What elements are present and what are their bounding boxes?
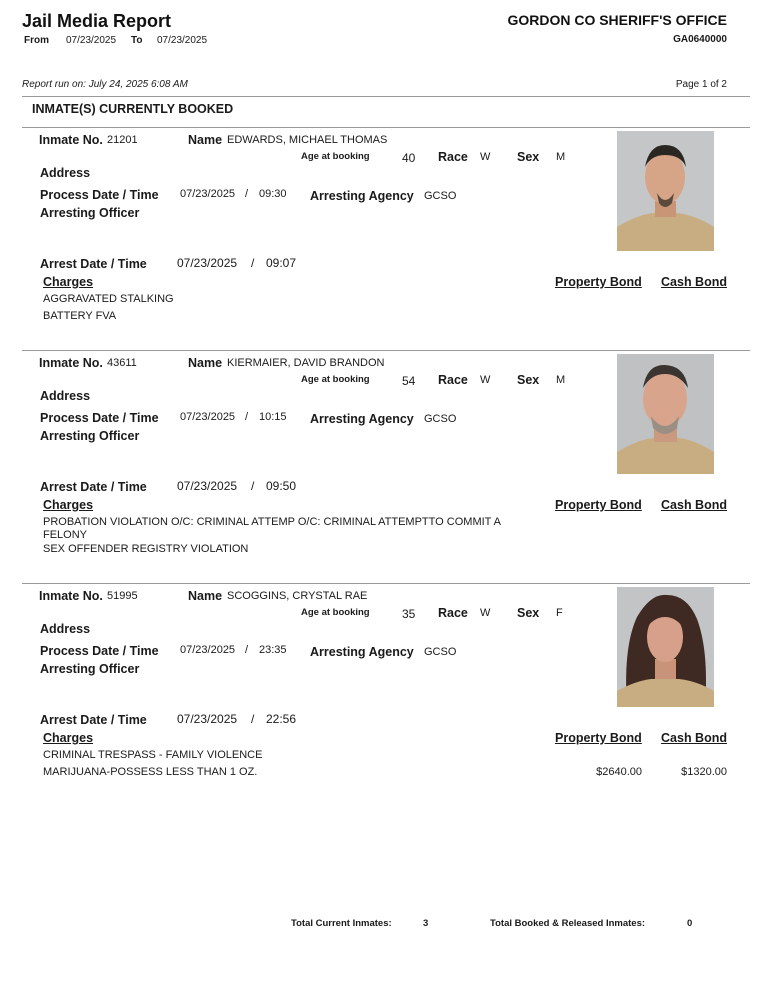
name-label: Name xyxy=(188,589,223,603)
arrest-date: 07/23/2025 xyxy=(177,256,238,270)
arrest-label: Arrest Date / Time xyxy=(40,257,147,271)
charge-item: AGGRAVATED STALKING xyxy=(43,293,174,305)
process-time: 23:35 xyxy=(259,644,287,656)
total-released-value: 0 xyxy=(687,918,693,929)
mugshot-photo xyxy=(617,354,714,474)
address-label: Address xyxy=(40,166,91,180)
inmate-no-label: Inmate No. xyxy=(39,589,103,603)
arresting-agency: GCSO xyxy=(424,413,457,425)
arrest-slash: / xyxy=(251,256,255,270)
cash-bond-label: Cash Bond xyxy=(661,498,727,512)
process-date: 07/23/2025 xyxy=(180,188,236,200)
charges-label: Charges xyxy=(43,731,94,745)
agency-name: GORDON CO SHERIFF'S OFFICE xyxy=(507,12,727,28)
process-label: Process Date / Time xyxy=(40,644,159,658)
age-label: Age at booking xyxy=(301,151,370,162)
arresting-agency-label: Arresting Agency xyxy=(310,645,414,659)
property-bond-label: Property Bond xyxy=(555,731,642,745)
report-title: Jail Media Report xyxy=(22,11,172,31)
arresting-agency-label: Arresting Agency xyxy=(310,189,414,203)
to-date: 07/23/2025 xyxy=(157,35,208,46)
inmate-name: EDWARDS, MICHAEL THOMAS xyxy=(227,134,388,146)
age-label: Age at booking xyxy=(301,607,370,618)
charge-item: PROBATION VIOLATION O/C: CRIMINAL ATTEMP O/C: CRIMINAL ATTEMPTTO COMMIT A xyxy=(43,516,501,528)
process-date: 07/23/2025 xyxy=(180,644,236,656)
process-date: 07/23/2025 xyxy=(180,411,236,423)
section-divider xyxy=(22,127,750,128)
age-value: 54 xyxy=(402,374,416,388)
age-label: Age at booking xyxy=(301,374,370,385)
cash-bond-label: Cash Bond xyxy=(661,275,727,289)
charges-label: Charges xyxy=(43,275,94,289)
arresting-officer-label: Arresting Officer xyxy=(40,206,140,220)
arrest-slash: / xyxy=(251,712,255,726)
charges-label: Charges xyxy=(43,498,94,512)
to-label: To xyxy=(131,35,143,46)
inmate-no: 21201 xyxy=(107,134,138,146)
arrest-date: 07/23/2025 xyxy=(177,712,238,726)
inmate-no: 51995 xyxy=(107,590,138,602)
race-value: W xyxy=(480,151,491,163)
age-value: 35 xyxy=(402,607,416,621)
charge-item: MARIJUANA-POSSESS LESS THAN 1 OZ. xyxy=(43,766,258,778)
charge-item: CRIMINAL TRESPASS - FAMILY VIOLENCE xyxy=(43,749,263,761)
property-bond-label: Property Bond xyxy=(555,498,642,512)
inmate-no-label: Inmate No. xyxy=(39,356,103,370)
arresting-officer-label: Arresting Officer xyxy=(40,429,140,443)
process-label: Process Date / Time xyxy=(40,188,159,202)
total-current-label: Total Current Inmates: xyxy=(291,918,392,929)
arrest-label: Arrest Date / Time xyxy=(40,713,147,727)
page-number: Page 1 of 2 xyxy=(675,79,727,90)
name-label: Name xyxy=(188,133,223,147)
arresting-officer-label: Arresting Officer xyxy=(40,662,140,676)
total-released-label: Total Booked & Released Inmates: xyxy=(490,918,646,929)
sex-label: Sex xyxy=(517,606,540,620)
arrest-time: 09:07 xyxy=(266,256,297,270)
charge-item: BATTERY FVA xyxy=(43,310,117,322)
race-value: W xyxy=(480,374,491,386)
mugshot-photo xyxy=(617,131,714,251)
sex-label: Sex xyxy=(517,373,540,387)
process-time: 09:30 xyxy=(259,188,287,200)
race-value: W xyxy=(480,607,491,619)
race-label: Race xyxy=(438,373,468,387)
property-bond-label: Property Bond xyxy=(555,275,642,289)
from-label: From xyxy=(24,35,49,46)
header-divider xyxy=(22,96,750,97)
charge-item: FELONY xyxy=(43,529,88,541)
arresting-agency: GCSO xyxy=(424,646,457,658)
inmate-no: 43611 xyxy=(107,357,137,369)
sex-value: F xyxy=(556,607,563,619)
agency-id: GA0640000 xyxy=(673,34,727,45)
report-run-on: Report run on: July 24, 2025 6:08 AM xyxy=(22,79,188,90)
inmate-name: KIERMAIER, DAVID BRANDON xyxy=(227,357,385,369)
process-slash: / xyxy=(245,411,249,423)
section-title: INMATE(S) CURRENTLY BOOKED xyxy=(32,102,234,116)
sex-label: Sex xyxy=(517,150,540,164)
sex-value: M xyxy=(556,151,566,163)
sex-value: M xyxy=(556,374,566,386)
record-divider xyxy=(22,583,750,584)
inmate-name: SCOGGINS, CRYSTAL RAE xyxy=(227,590,368,602)
mugshot-photo xyxy=(617,587,714,707)
process-slash: / xyxy=(245,644,249,656)
cash-bond-label: Cash Bond xyxy=(661,731,727,745)
arresting-agency-label: Arresting Agency xyxy=(310,412,414,426)
race-label: Race xyxy=(438,606,468,620)
name-label: Name xyxy=(188,356,223,370)
age-value: 40 xyxy=(402,151,416,165)
arresting-agency: GCSO xyxy=(424,190,457,202)
address-label: Address xyxy=(40,622,91,636)
arrest-time: 09:50 xyxy=(266,479,297,493)
cash-bond-value: $1320.00 xyxy=(681,766,727,778)
arrest-time: 22:56 xyxy=(266,712,297,726)
inmate-no-label: Inmate No. xyxy=(39,133,103,147)
arrest-date: 07/23/2025 xyxy=(177,479,238,493)
process-label: Process Date / Time xyxy=(40,411,159,425)
arrest-slash: / xyxy=(251,479,255,493)
arrest-label: Arrest Date / Time xyxy=(40,480,147,494)
process-slash: / xyxy=(245,188,249,200)
process-time: 10:15 xyxy=(259,411,287,423)
race-label: Race xyxy=(438,150,468,164)
record-divider xyxy=(22,350,750,351)
total-current-value: 3 xyxy=(423,918,429,929)
address-label: Address xyxy=(40,389,91,403)
from-date: 07/23/2025 xyxy=(66,35,117,46)
property-bond-value: $2640.00 xyxy=(596,766,642,778)
charge-item: SEX OFFENDER REGISTRY VIOLATION xyxy=(43,543,249,555)
